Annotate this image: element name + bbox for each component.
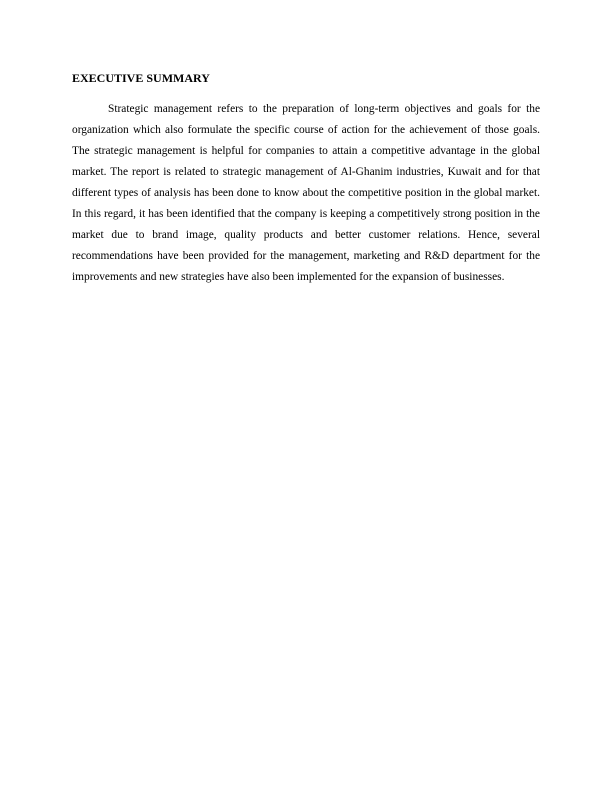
summary-paragraph: Strategic management refers to the preparation of long-term objectives and goals for the organization which also formulate the specific course of action for the achievement of those goals. The strategic management is helpful for companies to attain a competitive advantage in the global market. The report is related to strategic management of Al-Ghanim industries, Kuwait and for that different types of analysis has been done to know about the competitive position in the global market. In this regard, it has been identified that the company is keeping a competitively strong position in the market due to brand image, quality products and better customer relations. Hence, several recommendations have been provided for the management, marketing and R&D department for the improvements and new strategies have also been implemented for the expansion of businesses. [72, 103, 540, 283]
section-heading: EXECUTIVE SUMMARY [72, 71, 210, 85]
